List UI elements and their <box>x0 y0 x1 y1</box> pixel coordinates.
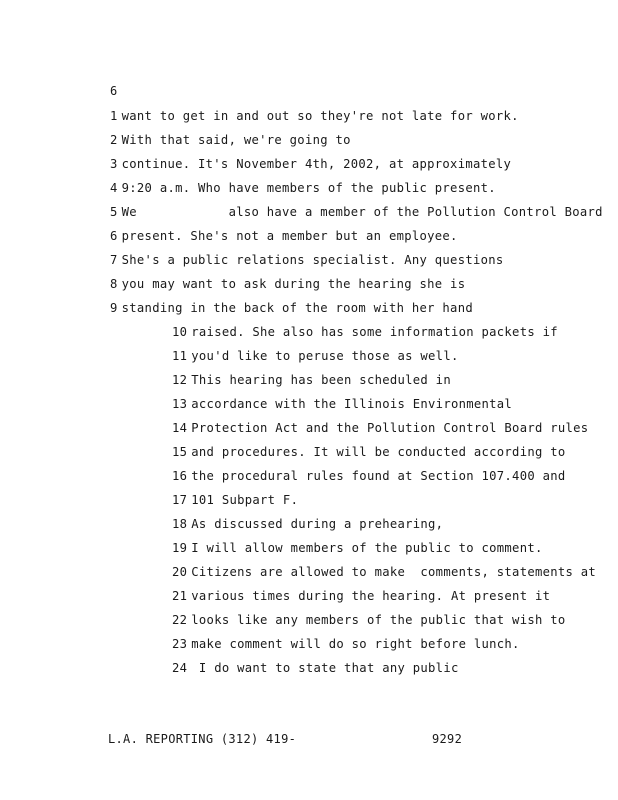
line-number: 5 <box>110 205 118 219</box>
transcript-line <box>172 588 550 604</box>
footer-phone-suffix: 9292 <box>432 732 463 746</box>
footer-reporter: L.A. REPORTING (312) 419- <box>108 732 297 746</box>
line-number: 21 <box>172 589 188 603</box>
line-number: 3 <box>110 157 118 171</box>
line-number: 11 <box>172 349 188 363</box>
line-text: want to get in and out so they're not late for work. <box>121 109 519 123</box>
line-text: raised. She also has some information packets if <box>191 325 558 339</box>
line-number: 16 <box>172 469 188 483</box>
line-number: 24 <box>172 661 188 675</box>
transcript-line <box>172 324 558 340</box>
line-number: 14 <box>172 421 188 435</box>
line-text: Citizens are allowed to make comments, statements at <box>191 565 597 579</box>
transcript-line <box>172 396 512 412</box>
transcript-line <box>110 276 465 292</box>
transcript-line <box>172 444 566 460</box>
transcript-line <box>110 108 519 124</box>
line-text: She's a public relations specialist. Any questions <box>121 253 504 267</box>
line-number: 13 <box>172 397 188 411</box>
line-text: As discussed during a prehearing, <box>191 517 444 531</box>
transcript-line <box>110 252 504 268</box>
transcript-line <box>172 660 459 676</box>
transcript-line <box>172 492 298 508</box>
line-number: 15 <box>172 445 188 459</box>
line-number: 7 <box>110 253 118 267</box>
line-text: various times during the hearing. At present it <box>191 589 551 603</box>
line-text: We also have a member of the Pollution Control Board <box>121 205 603 219</box>
line-text: standing in the back of the room with her hand <box>121 301 473 315</box>
transcript-line <box>110 156 511 172</box>
line-text: Protection Act and the Pollution Control Board rules <box>191 421 589 435</box>
line-number: 4 <box>110 181 118 195</box>
line-number: 23 <box>172 637 188 651</box>
line-number: 1 <box>110 109 118 123</box>
transcript-line <box>172 636 520 652</box>
line-text: This hearing has been scheduled in <box>191 373 451 387</box>
transcript-line <box>172 372 451 388</box>
line-number: 17 <box>172 493 188 507</box>
line-text: I do want to state that any public <box>191 661 459 675</box>
line-number: 8 <box>110 277 118 291</box>
line-text: you'd like to peruse those as well. <box>191 349 459 363</box>
line-text: and procedures. It will be conducted according to <box>191 445 566 459</box>
line-text: With that said, we're going to <box>121 133 351 147</box>
line-text: 101 Subpart F. <box>191 493 299 507</box>
line-number: 18 <box>172 517 188 531</box>
transcript-line <box>110 300 473 316</box>
line-number: 10 <box>172 325 188 339</box>
line-number: 2 <box>110 133 118 147</box>
line-number: 12 <box>172 373 188 387</box>
line-number: 19 <box>172 541 188 555</box>
transcript-line <box>172 468 566 484</box>
line-text: accordance with the Illinois Environmental <box>191 397 513 411</box>
transcript-line <box>172 516 443 532</box>
line-text: make comment will do so right before lunch. <box>191 637 520 651</box>
line-number: 22 <box>172 613 188 627</box>
line-text: continue. It's November 4th, 2002, at approximately <box>121 157 512 171</box>
transcript-line <box>172 420 588 436</box>
transcript-line <box>110 180 496 196</box>
transcript-line <box>110 204 603 220</box>
transcript-line <box>172 348 459 364</box>
line-text: the procedural rules found at Section 107.400 and <box>191 469 566 483</box>
line-text: you may want to ask during the hearing she is <box>121 277 466 291</box>
transcript-line <box>110 132 351 148</box>
line-number: 6 <box>110 229 118 243</box>
line-number: 20 <box>172 565 188 579</box>
transcript-line <box>172 612 566 628</box>
transcript-line <box>172 564 596 580</box>
line-text: 9:20 a.m. Who have members of the public present. <box>121 181 496 195</box>
line-text: I will allow members of the public to comment. <box>191 541 543 555</box>
line-number: 9 <box>110 301 118 315</box>
line-text: present. She's not a member but an employee. <box>121 229 458 243</box>
page-number: 6 <box>110 84 118 98</box>
line-text: looks like any members of the public that wish to <box>191 613 566 627</box>
transcript-line <box>110 228 458 244</box>
transcript-line <box>172 540 543 556</box>
